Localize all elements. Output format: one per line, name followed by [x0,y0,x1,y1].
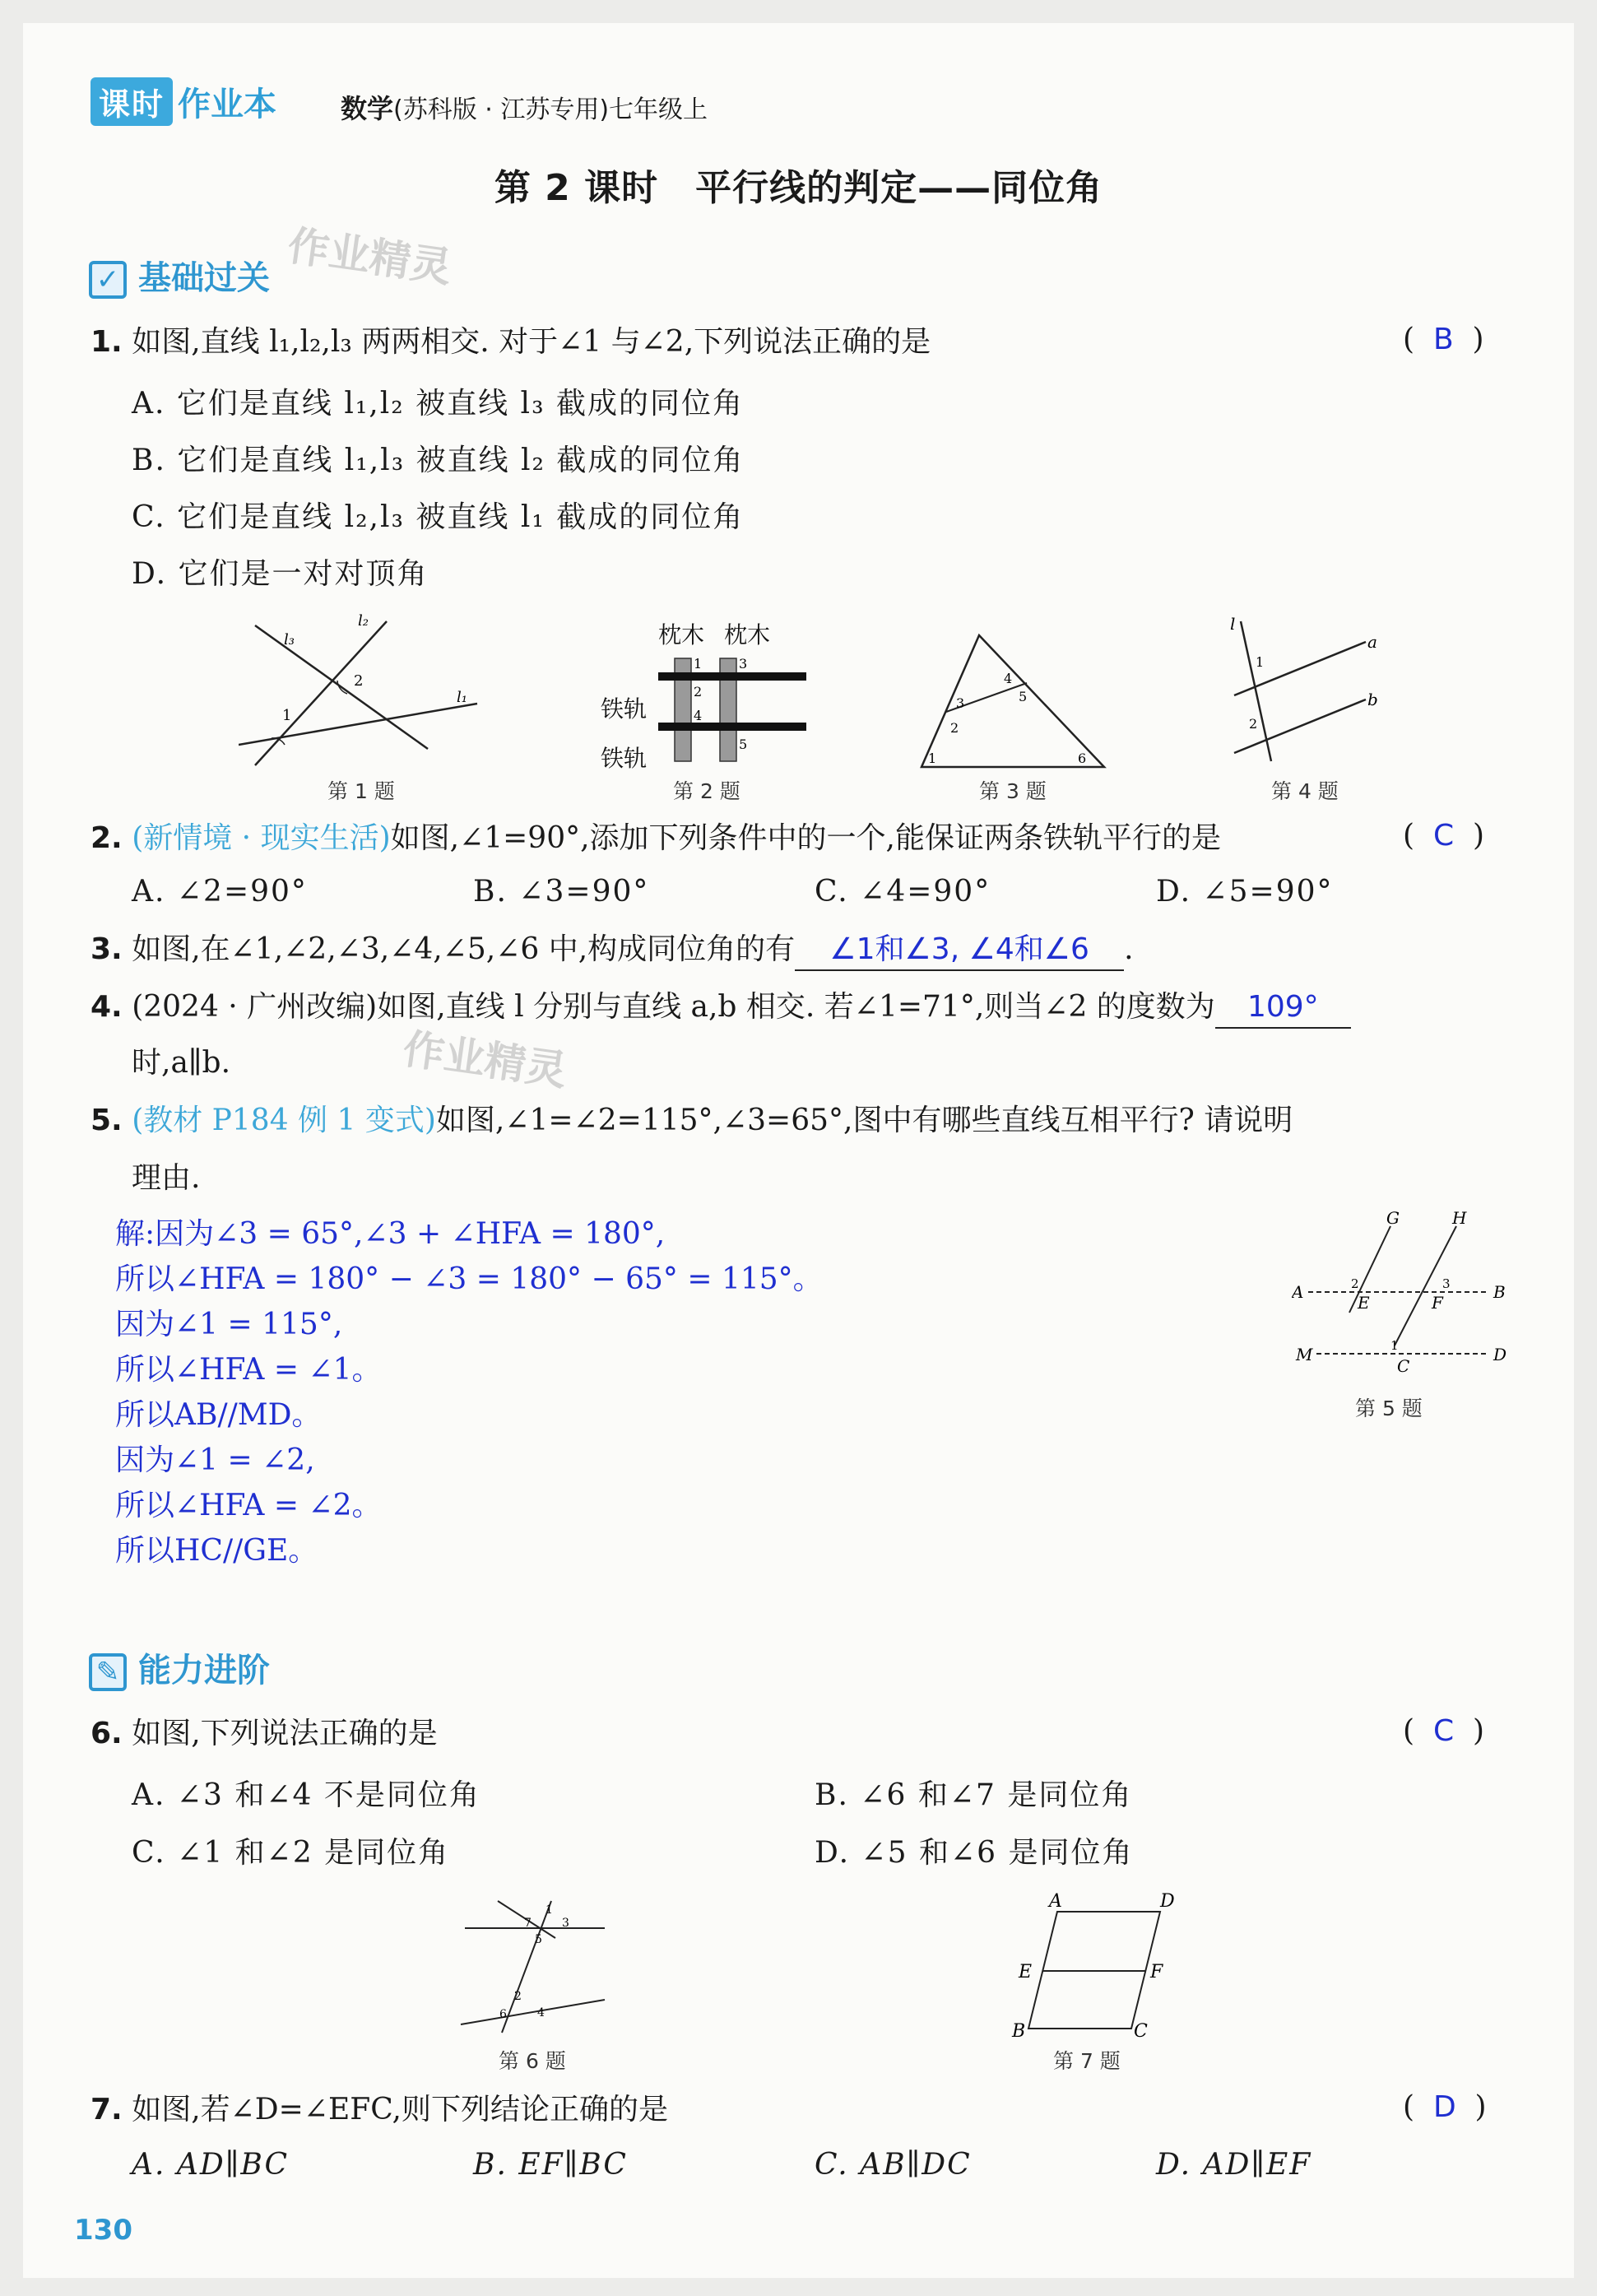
q6-text: 如图,下列说法正确的是 [132,1717,438,1750]
svg-text:D: D [1493,1345,1507,1364]
solution-line: 因为∠1 = 115°, [115,1308,343,1341]
svg-text:1: 1 [282,707,292,724]
checkbox-icon: ✓ [89,261,127,299]
figure-4-caption: 第 4 题 [1271,779,1339,803]
svg-text:3: 3 [562,1917,569,1930]
q3-answer: ∠1和∠3, ∠4和∠6 [795,930,1124,971]
svg-text:a: a [1367,632,1377,652]
svg-text:E: E [1358,1293,1370,1313]
q7-option-d: D. AD∥EF [1156,2148,1312,2182]
q7-answer-box: ( D ) [1403,2090,1487,2124]
figure-7 [996,1889,1193,2041]
svg-text:D: D [1160,1891,1175,1912]
svg-text:1: 1 [1390,1338,1399,1353]
figure-2-sleeper-1: 枕木 [658,621,705,648]
svg-text:2: 2 [950,720,959,736]
svg-text:6: 6 [499,2008,507,2021]
svg-text:2: 2 [694,684,703,699]
q2-answer: C [1432,819,1455,853]
q6-answer-box: ( C ) [1403,1714,1485,1748]
q1-option-c: C. 它们是直线 l₂,l₃ 被直线 l₁ 截成的同位角 [132,500,745,534]
figure-5 [1292,1210,1514,1374]
q7-text: 如图,若∠D=∠EFC,则下列结论正确的是 [132,2093,668,2126]
q7-option-a: A. AD∥BC [132,2148,290,2182]
q1-stem [91,323,931,362]
q2-text: 如图,∠1=90°,添加下列条件中的一个,能保证两条铁轨平行的是 [390,821,1221,855]
q5-stem [91,1101,1293,1141]
section-basic [89,252,270,299]
q2-option-c: C. ∠4=90° [815,875,991,909]
q1-option-a: A. 它们是直线 l₁,l₂ 被直线 l₃ 截成的同位角 [132,387,744,421]
q2-option-d: D. ∠5=90° [1156,875,1334,909]
q4-tail: 时,a∥b. [132,1046,231,1080]
svg-text:B: B [1493,1282,1506,1302]
svg-text:4: 4 [537,2006,545,2019]
svg-text:1: 1 [1256,654,1265,670]
q7-option-c: C. AB∥DC [815,2148,972,2182]
solution-line: 所以∠HFA = 180° − ∠3 = 180° − 65° = 115°。 [115,1262,823,1296]
q7-answer: D [1432,2090,1456,2124]
solution-line: 所以AB//MD。 [115,1398,322,1432]
page-title: 第 2 课时 平行线的判定——同位角 [494,167,1103,209]
brand-box: 课时 [91,77,173,126]
svg-text:5: 5 [739,737,748,752]
svg-text:F: F [1150,1962,1163,1982]
brand-text: 作业本 [178,85,277,123]
svg-text:5: 5 [535,1933,542,1946]
q6-number: 6. [91,1717,123,1750]
q6-option-b: B. ∠6 和∠7 是同位角 [815,1778,1133,1812]
q4-answer: 109° [1215,988,1351,1029]
section-advanced [89,1644,270,1691]
figure-4 [1226,613,1407,774]
q2-option-b: B. ∠3=90° [473,875,650,909]
q6-option-a: A. ∠3 和∠4 不是同位角 [132,1778,480,1812]
svg-text:1: 1 [694,656,703,672]
page-number: 130 [74,2214,132,2247]
q7-number: 7. [91,2093,123,2126]
figure-2-caption: 第 2 题 [673,779,740,803]
svg-text:C: C [1134,2021,1148,2041]
svg-text:H: H [1452,1210,1467,1228]
q6-option-c: C. ∠1 和∠2 是同位角 [132,1836,450,1870]
q4-stem [91,988,1351,1029]
pencil-icon: ✎ [89,1653,127,1691]
q3-text: 如图,在∠1,∠2,∠3,∠4,∠5,∠6 中,构成同位角的有 [132,932,796,966]
svg-text:B: B [1012,2021,1026,2041]
svg-text:l₂: l₂ [358,612,369,630]
q3-stem: 3. 如图,在∠1,∠2,∠3,∠4,∠5,∠6 中,构成同位角的有 ∠1和∠3, ∠4和∠6 . [91,930,1134,971]
svg-text:A: A [1049,1891,1062,1912]
q2-option-a: A. ∠2=90° [132,875,308,909]
q7-option-b: B. EF∥BC [473,2148,628,2182]
subject-line [341,88,708,126]
svg-text:b: b [1367,690,1378,709]
q6-answer: C [1432,1714,1455,1748]
q2-tag: (新情境 · 现实生活) [132,821,391,855]
svg-text:M: M [1296,1345,1313,1364]
svg-text:2: 2 [354,672,364,690]
q6-stem [91,1714,438,1754]
watermark-1: 作业精灵 [285,221,455,292]
svg-text:3: 3 [1442,1276,1451,1291]
svg-text:2: 2 [1249,716,1258,732]
q1-answer-box: ( B ) [1403,323,1484,356]
solution-line: 因为∠1 = ∠2, [115,1443,315,1477]
svg-text:4: 4 [1004,671,1013,686]
svg-text:4: 4 [694,708,703,723]
q2-number: 2. [91,821,123,855]
q5-tag: (教材 P184 例 1 变式) [132,1104,436,1137]
q7-stem [91,2090,668,2130]
q1-option-d: D. 它们是一对对顶角 [132,557,429,591]
q1-text: 如图,直线 l₁,l₂,l₃ 两两相交. 对于∠1 与∠2,下列说法正确的是 [132,325,931,359]
svg-text:5: 5 [1019,689,1028,704]
q4-number: 4. [91,990,123,1024]
svg-text:3: 3 [739,656,748,672]
q1-option-b: B. 它们是直线 l₁,l₃ 被直线 l₂ 截成的同位角 [132,444,745,477]
q2-stem [91,819,1221,858]
svg-text:7: 7 [524,1917,532,1930]
solution-line: 所以∠HFA = ∠1。 [115,1353,382,1387]
solution-line: 所以∠HFA = ∠2。 [115,1489,382,1522]
svg-text:E: E [1019,1962,1033,1982]
solution-line: 所以HC//GE。 [115,1534,318,1568]
q5-text-2: 理由. [132,1161,201,1195]
subject-main: 数学 [341,93,394,124]
watermark-2: 作业精灵 [400,1025,570,1095]
q5-solution [115,1211,823,1573]
figure-6-caption: 第 6 题 [499,2049,566,2073]
q5-text: 如图,∠1=∠2=115°,∠3=65°,图中有哪些直线互相平行? 请说明 [435,1104,1293,1137]
svg-text:3: 3 [956,695,965,711]
svg-text:A: A [1292,1282,1304,1302]
q3-number: 3. [91,932,123,966]
svg-text:2: 2 [514,1990,522,2003]
brand-logo [91,81,276,122]
svg-text:C: C [1397,1356,1410,1374]
svg-text:1: 1 [928,751,937,766]
svg-text:F: F [1432,1293,1443,1313]
q1-answer: B [1432,323,1454,356]
svg-text:l: l [1230,614,1236,634]
svg-text:2: 2 [1351,1276,1359,1291]
section-advanced-label: 能力进阶 [138,1652,270,1689]
section-basic-label: 基础过关 [138,259,270,297]
figure-3 [913,625,1111,774]
figure-2-rail-2: 铁轨 [601,745,648,772]
q6-option-d: D. ∠5 和∠6 是同位角 [815,1836,1134,1870]
svg-text:G: G [1386,1210,1400,1228]
svg-text:l₃: l₃ [284,631,295,648]
q4-text: (2024 · 广州改编)如图,直线 l 分别与直线 a,b 相交. 若∠1=71°,则当∠2 的度数为 [132,990,1215,1024]
q5-number: 5. [91,1104,123,1137]
figure-5-caption: 第 5 题 [1355,1397,1423,1420]
figure-6 [457,1889,621,2037]
svg-text:6: 6 [1078,751,1087,766]
q2-answer-box: ( C ) [1403,819,1485,853]
q1-number: 1. [91,325,123,359]
figure-3-caption: 第 3 题 [979,779,1047,803]
figure-2-sleeper-2: 枕木 [724,621,771,648]
subject-detail: (苏科版 · 江苏专用)七年级上 [393,95,708,124]
svg-text:1: 1 [545,1903,553,1917]
figure-7-caption: 第 7 题 [1053,2049,1121,2073]
figure-1-caption: 第 1 题 [327,779,395,803]
figure-1 [239,605,502,769]
figure-2-rail-1: 铁轨 [601,695,648,723]
svg-text:l₁: l₁ [457,689,467,706]
solution-line: 解:因为∠3 = 65°,∠3 + ∠HFA = 180°, [115,1217,666,1251]
